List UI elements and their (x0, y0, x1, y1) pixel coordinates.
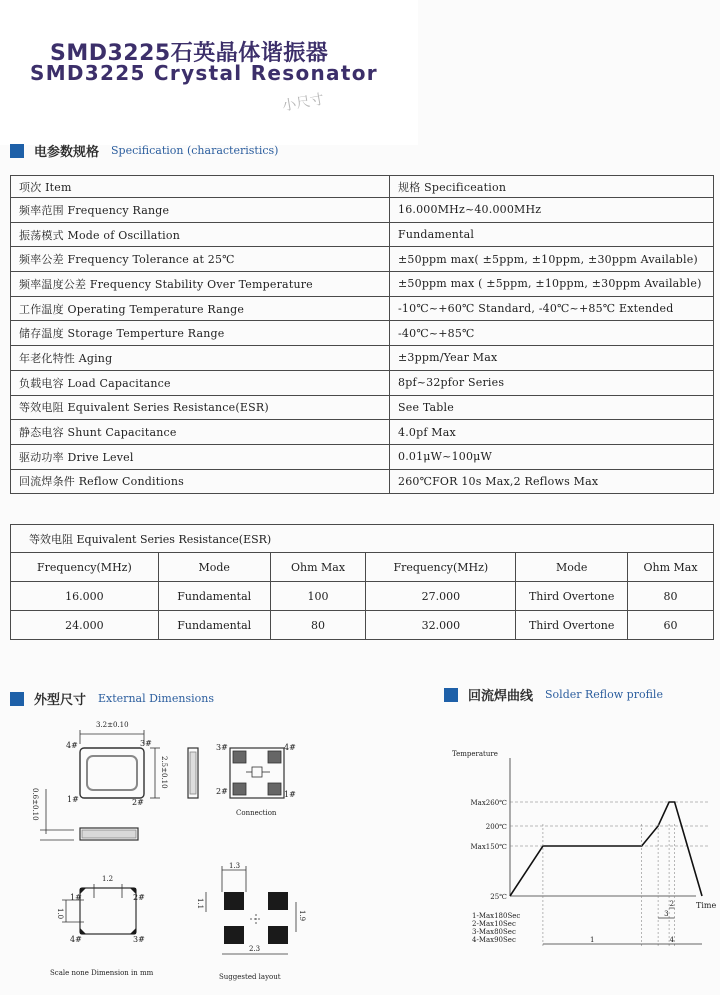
chart-series-line (510, 802, 702, 896)
chart-x-axis-label: Time (696, 901, 717, 910)
pad-corner-marks (80, 888, 136, 934)
spec-value: 规格 Specificeation (390, 176, 714, 198)
pin-label: 2# (132, 798, 144, 807)
chart-level-label: Max260℃ (470, 799, 507, 807)
pin-label: 4# (66, 741, 78, 750)
layout-pad (268, 892, 288, 910)
handwritten-note: 小尺寸 (281, 91, 326, 115)
dimension-drawings (0, 712, 330, 995)
crystal-symbol-icon (252, 767, 262, 777)
spec-item: 频率范围 Frequency Range (11, 198, 390, 223)
table-cell: Third Overtone (516, 611, 628, 640)
chart-interval-label: 4 (669, 936, 675, 944)
table-row (11, 321, 714, 346)
connection-pad (233, 783, 246, 795)
spec-item: 项次 Item (11, 176, 390, 198)
table-row (11, 420, 714, 445)
spec-value: ±3ppm/Year Max (390, 346, 714, 371)
table-cell: 60 (628, 611, 714, 640)
table-cell: 100 (270, 582, 366, 611)
spec-value: 8pf~32pfor Series (390, 370, 714, 395)
spec-value: 16.000MHz~40.000MHz (390, 198, 714, 223)
table-row (11, 395, 714, 420)
table-cell: Fundamental (158, 582, 270, 611)
connection-pad (233, 751, 246, 763)
table-header-row (11, 553, 714, 582)
pad-height-label: 1.0 (56, 908, 64, 920)
package-lid (87, 756, 137, 790)
table-cell: 27.000 (366, 582, 516, 611)
spec-value: -40℃~+85℃ (390, 321, 714, 346)
spec-value: 260℃FOR 10s Max,2 Reflows Max (390, 469, 714, 494)
scale-note: Scale none Dimension in mm (50, 969, 154, 977)
spec-value: See Table (390, 395, 714, 420)
spec-item: 工作温度 Operating Temperature Range (11, 296, 390, 321)
reflow-heading-en: Solder Reflow profile (545, 688, 663, 701)
table-cell: 80 (628, 582, 714, 611)
table-row (11, 176, 714, 198)
dim-height-label: 2.5±0.10 (160, 756, 168, 789)
spec-item: 回流焊条件 Reflow Conditions (11, 469, 390, 494)
table-cell: 80 (270, 611, 366, 640)
column-header: Frequency(MHz) (11, 553, 159, 582)
column-header: Mode (158, 553, 270, 582)
column-header: Ohm Max (628, 553, 714, 582)
spec-value: 4.0pf Max (390, 420, 714, 445)
layout-span-x-label: 2.3 (249, 945, 261, 953)
chart-level-label: 200℃ (485, 823, 507, 831)
section-marker-icon (10, 144, 24, 158)
chart-level-label: Max150℃ (470, 843, 507, 851)
chart-level-label: 25℃ (490, 893, 507, 901)
dimensions-heading-en: External Dimensions (98, 692, 214, 705)
pin-label: 4# (284, 743, 296, 752)
spec-value: ±50ppm max( ±5ppm, ±10ppm, ±30ppm Available) (390, 247, 714, 272)
spec-table (10, 175, 714, 494)
layout-pad (224, 926, 244, 944)
pin-label: 1# (70, 893, 82, 902)
dimensions-section-heading (10, 689, 214, 708)
pin-label: 2# (216, 787, 228, 796)
spec-value: -10℃~+60℃ Standard, -40℃~+85℃ Extended (390, 296, 714, 321)
section-marker-icon (10, 692, 24, 706)
pin-label: 3# (133, 935, 145, 944)
layout-span-y-label: 1.9 (298, 910, 306, 922)
layout-caption: Suggested layout (219, 973, 281, 981)
spec-item: 频率温度公差 Frequency Stability Over Temperature (11, 272, 390, 297)
connection-pad (268, 751, 281, 763)
table-row (11, 346, 714, 371)
reflow-section-heading (444, 685, 663, 704)
table-cell: 16.000 (11, 582, 159, 611)
layout-pad (268, 926, 288, 944)
table-row (11, 198, 714, 223)
esr-table (10, 524, 714, 640)
pin-label: 1# (67, 795, 79, 804)
package-edge-lid (190, 752, 196, 794)
chart-legend-item: 3-Max80Sec (472, 928, 516, 936)
table-row (11, 370, 714, 395)
dimensions-heading-zh: 外型尺寸 (34, 693, 87, 708)
page-title-en: SMD3225 Crystal Resonator (30, 61, 378, 85)
table-row (11, 582, 714, 611)
spec-section-heading (10, 141, 278, 160)
pin-label: 4# (70, 935, 82, 944)
table-row (11, 611, 714, 640)
spec-item: 驱动功率 Drive Level (11, 444, 390, 469)
spec-heading-zh: 电参数规格 (34, 145, 100, 160)
table-cell: 24.000 (11, 611, 159, 640)
esr-table-title: 等效电阻 Equivalent Series Resistance(ESR) (11, 525, 714, 553)
spec-item: 频率公差 Frequency Tolerance at 25℃ (11, 247, 390, 272)
connection-pad (268, 783, 281, 795)
layout-pad-label: 1.3 (229, 862, 241, 870)
pin-label: 3# (140, 739, 152, 748)
table-cell: 32.000 (366, 611, 516, 640)
spec-item: 负载电容 Load Capacitance (11, 370, 390, 395)
table-row (11, 444, 714, 469)
spec-value: ±50ppm max ( ±5ppm, ±10ppm, ±30ppm Available) (390, 272, 714, 297)
column-header: Frequency(MHz) (366, 553, 516, 582)
package-side-lid (82, 830, 136, 838)
pin-label: 1# (284, 790, 296, 799)
spec-item: 振荡模式 Mode of Oscillation (11, 222, 390, 247)
layout-gap-label: 1.1 (196, 898, 204, 910)
pad-width-label: 1.2 (102, 875, 114, 883)
chart-legend-item: 4-Max90Sec (472, 936, 516, 944)
table-row (11, 272, 714, 297)
chart-interval-label: 1 (590, 936, 595, 944)
chart-legend-item: 2-Max10Sec (472, 920, 516, 928)
spec-item: 储存温度 Storage Temperture Range (11, 321, 390, 346)
table-row (11, 222, 714, 247)
spec-value: Fundamental (390, 222, 714, 247)
section-marker-icon (444, 688, 458, 702)
column-header: Ohm Max (270, 553, 366, 582)
table-row (11, 296, 714, 321)
pin-label: 3# (216, 743, 228, 752)
column-header: Mode (516, 553, 628, 582)
table-row (11, 525, 714, 553)
pad-footprint-outline (80, 888, 136, 934)
spec-value: 0.01μW~100μW (390, 444, 714, 469)
chart-interval-label: 3 (664, 910, 669, 918)
spec-item: 年老化特性 Aging (11, 346, 390, 371)
spec-item: 等效电阻 Equivalent Series Resistance(ESR) (11, 395, 390, 420)
chart-y-axis-label: Temperature (452, 750, 498, 758)
table-cell: Third Overtone (516, 582, 628, 611)
spec-heading-en: Specification (characteristics) (111, 144, 279, 157)
layout-pad (224, 892, 244, 910)
dim-thickness-label: 0.6±0.10 (31, 788, 39, 821)
chart-interval-label: 2 (669, 900, 675, 908)
table-row (11, 469, 714, 494)
connection-caption: Connection (236, 809, 277, 817)
reflow-chart (440, 736, 720, 995)
table-row (11, 247, 714, 272)
spec-item: 静态电容 Shunt Capacitance (11, 420, 390, 445)
table-cell: Fundamental (158, 611, 270, 640)
dim-width-label: 3.2±0.10 (96, 721, 129, 729)
chart-legend-item: 1-Max180Sec (472, 912, 521, 920)
pin-label: 2# (133, 893, 145, 902)
page-title-zh: SMD3225石英晶体谐振器 (50, 41, 329, 66)
reflow-heading-zh: 回流焊曲线 (468, 689, 534, 704)
